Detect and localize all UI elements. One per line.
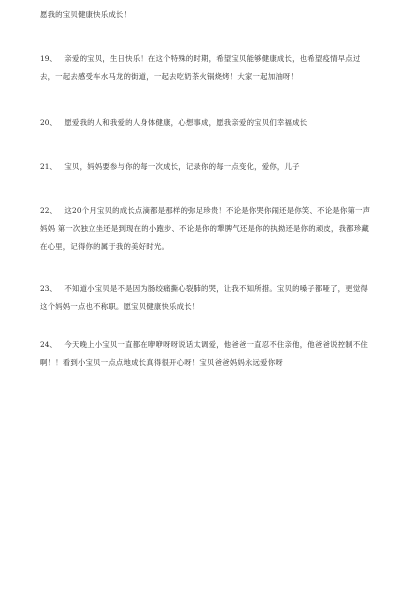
- paragraph-number: 24、: [40, 340, 57, 349]
- paragraph-20: [40, 114, 373, 132]
- paragraph-number: 23、: [40, 284, 57, 293]
- paragraph-text: 愿我的宝贝健康快乐成长！: [40, 10, 132, 19]
- paragraph-text: 今天晚上小宝贝一直都在咿咿呀呀说话太调爱，他爸爸一直忍不住亲他，他爸爸说控制不住啊！！看到小宝贝一点点地成长真得很开心呀！宝贝爸爸妈妈永远爱你呀: [40, 340, 369, 367]
- paragraph-24: [40, 336, 373, 372]
- paragraph-19: [40, 50, 373, 86]
- paragraph-number: 21、: [40, 162, 57, 171]
- paragraph-number: 22、: [40, 206, 57, 215]
- paragraph-18-end: [40, 6, 373, 24]
- paragraph-23: [40, 280, 373, 316]
- paragraph-21: [40, 158, 373, 176]
- paragraph-number: 20、: [40, 118, 57, 127]
- paragraph-text: 愿爱我的人和我爱的人身体健康，心想事成，愿我亲爱的宝贝们幸福成长: [64, 118, 308, 127]
- paragraph-text: 亲爱的宝贝，生日快乐！在这个特殊的时期，希望宝贝能够健康成长，也希望疫情早点过去，一起去感受车水马龙的街道，一起去吃奶茶火锅烧烤！大家一起加油呀！: [40, 54, 361, 81]
- paragraph-text: 这20个月宝贝的成长点滴都是那样的弥足珍贵！不论是你哭你闹还是你笑、不论是你第一声妈妈 第一次独立坐还是到现在的小跑步、不论是你的犟脾气还是你的执拗还是你的顽皮，我都珍藏在心里，记得你的属于我的美好时光。: [40, 206, 371, 251]
- paragraph-number: 19、: [40, 54, 57, 63]
- paragraph-22: [40, 202, 373, 256]
- paragraph-text: 不知道小宝贝是不是因为肠绞痛撕心裂肺的哭，让我不知所措。宝贝的嗓子都哑了，更觉得这个妈妈一点也不称职。愿宝贝健康快乐成长！: [40, 284, 369, 311]
- paragraph-text: 宝贝，妈妈要参与你的每一次成长，记录你的每一点变化，爱你，儿子: [64, 162, 300, 171]
